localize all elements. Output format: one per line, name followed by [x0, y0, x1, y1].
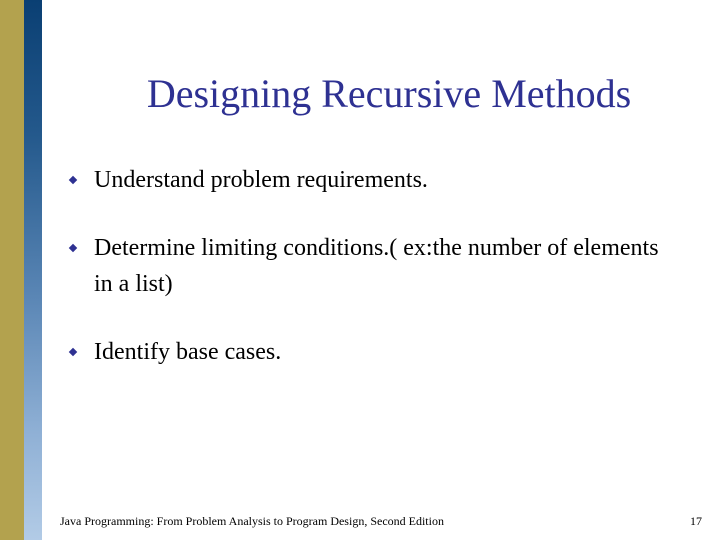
diamond-bullet-icon	[69, 176, 77, 184]
diamond-bullet-icon	[69, 348, 77, 356]
bullet-text: Identify base cases.	[94, 339, 282, 365]
side-bar-blue-gradient	[24, 0, 42, 540]
bullet-text: Understand problem requirements.	[94, 167, 428, 193]
bullet-text: Determine limiting conditions.( ex:the number of elements in a list)	[94, 235, 659, 297]
bullet-item	[62, 230, 682, 302]
footer-text: Java Programming: From Problem Analysis to Program Design, Second Edition	[60, 514, 444, 528]
bullet-item	[62, 334, 682, 370]
slide-title: Designing Recursive Methods	[146, 71, 632, 116]
bullet-item	[62, 162, 682, 198]
page-number: 17	[690, 514, 702, 528]
bullet-list	[62, 162, 682, 370]
side-bar-olive	[0, 0, 24, 540]
diamond-bullet-icon	[69, 244, 77, 252]
